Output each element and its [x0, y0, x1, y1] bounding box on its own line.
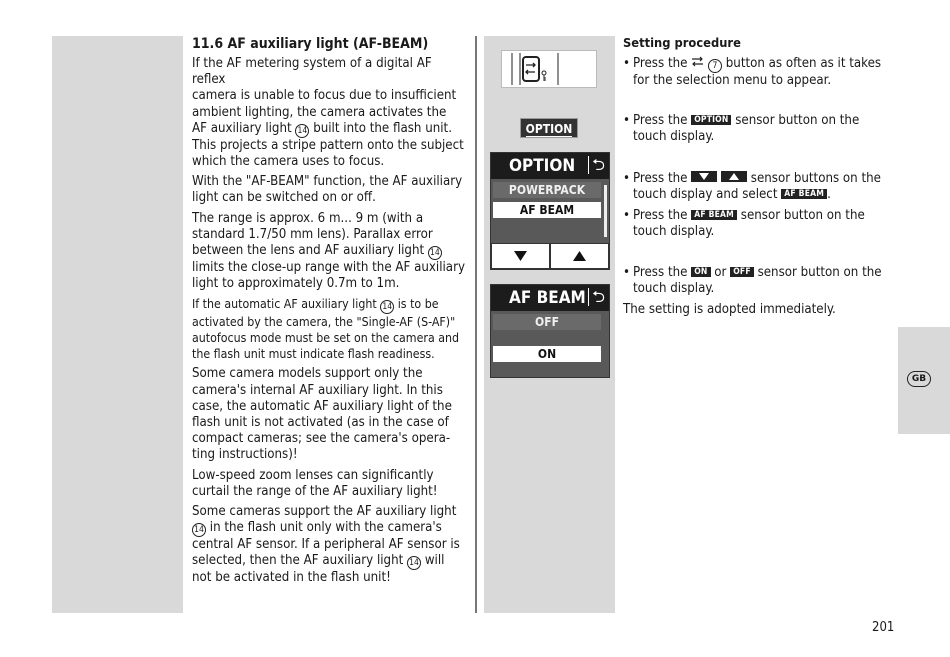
- ref-14-icon: 14: [407, 556, 421, 570]
- step-2: • Press the OPTION sensor button on the touch display.: [623, 113, 898, 145]
- paragraph-zoom-lenses: Low-speed zoom lenses can significantly curtail the range of the AF auxiliary light!: [192, 467, 438, 499]
- section-heading: 11.6 AF auxiliary light (AF-BEAM): [192, 36, 429, 52]
- menu-item-on[interactable]: ON: [493, 346, 601, 362]
- scrollbar[interactable]: [604, 185, 607, 237]
- scroll-down-button[interactable]: [491, 243, 550, 269]
- menu-item-af-beam[interactable]: AF BEAM: [493, 202, 601, 218]
- menu-item-off[interactable]: OFF: [493, 314, 601, 330]
- flash-button-illustration: [501, 50, 597, 88]
- step-4: • Press the AF BEAM sensor button on the touch display.: [623, 208, 898, 240]
- ref-14-icon: 14: [428, 246, 442, 260]
- final-note: The setting is adopted immediately.: [623, 302, 836, 317]
- step-5: • Press the ON or OFF sensor button on the touch display.: [623, 265, 898, 297]
- ref-14-icon: 14: [295, 124, 309, 138]
- triangle-up-icon: [721, 171, 747, 182]
- back-arrow-icon[interactable]: ⮌: [588, 288, 605, 306]
- off-chip: OFF: [730, 267, 754, 277]
- main-text-column: [192, 36, 468, 591]
- paragraph-camera-models: Some camera models support only the camera's internal AF auxiliary light. In this case, the automatic AF auxiliary light of the flash unit is not activated (as in the case of compact cameras; see the camera's opera- ting instructions)!: [192, 366, 452, 463]
- mode-button-icon: [502, 51, 596, 87]
- page-number: 201: [872, 620, 895, 635]
- screen-title: AF BEAM: [491, 285, 609, 311]
- ref-7-icon: 7: [708, 59, 722, 73]
- scroll-up-button[interactable]: [550, 243, 609, 269]
- step-3: • Press the sensor buttons on the touch display and select AF BEAM .: [623, 171, 898, 203]
- language-badge: GB: [907, 371, 931, 387]
- af-beam-chip: AF BEAM: [781, 189, 827, 199]
- screen-title: OPTION: [491, 153, 609, 179]
- back-arrow-icon[interactable]: ⮌: [588, 156, 605, 174]
- procedure-heading: Setting procedure: [623, 36, 741, 51]
- option-chip: OPTION: [691, 115, 731, 125]
- af-beam-screen: [490, 284, 610, 378]
- paragraph-intro: If the AF metering system of a digital AF reflex camera is unable to focus due to insufficient ambient lighting, the camera activates the AF auxiliary light 14 built into the flash unit. This projects a stripe pattern onto the subject which the camera uses to focus.: [192, 56, 464, 170]
- ref-14-icon: 14: [192, 523, 206, 537]
- paragraph-af-sensor: Some cameras support the AF auxiliary light 14 in the flash unit only with the camera's central AF sensor. If a peripheral AF sensor is selected, then the AF auxiliary light 14 will not be activated in the flash unit!: [192, 504, 460, 586]
- column-divider: [475, 36, 477, 613]
- option-key-illustration: OPTION: [520, 118, 578, 138]
- triangle-down-icon: [492, 244, 549, 268]
- step-1: • Press the 7 button as often as it takes for the selection menu to appear.: [623, 56, 898, 89]
- triangle-down-icon: [691, 171, 717, 182]
- paragraph-function: With the "AF-BEAM" function, the AF auxiliary light can be switched on or off.: [192, 174, 463, 206]
- ref-14-icon: 14: [380, 300, 394, 314]
- af-beam-chip: AF BEAM: [691, 210, 737, 220]
- option-menu-screen: [490, 152, 610, 270]
- paragraph-activation: If the automatic AF auxiliary light 14 is to be activated by the camera, the "Single-AF (S-AF)" autofocus mode must be set on the camera and the flash unit must indicate flash readiness.: [192, 297, 460, 362]
- procedure-column: [623, 36, 898, 317]
- on-chip: ON: [691, 267, 710, 277]
- mode-arrows-icon: [691, 56, 704, 67]
- triangle-up-icon: [551, 244, 608, 268]
- menu-item-powerpack[interactable]: POWERPACK: [493, 182, 601, 198]
- paragraph-range: The range is approx. 6 m... 9 m (with a standard 1.7/50 mm lens). Parallax error between the lens and AF auxiliary light 14 limits the close-up range with the AF auxiliary light to approximately 0.7m to 1m.: [192, 210, 465, 292]
- left-margin-band: [52, 36, 183, 613]
